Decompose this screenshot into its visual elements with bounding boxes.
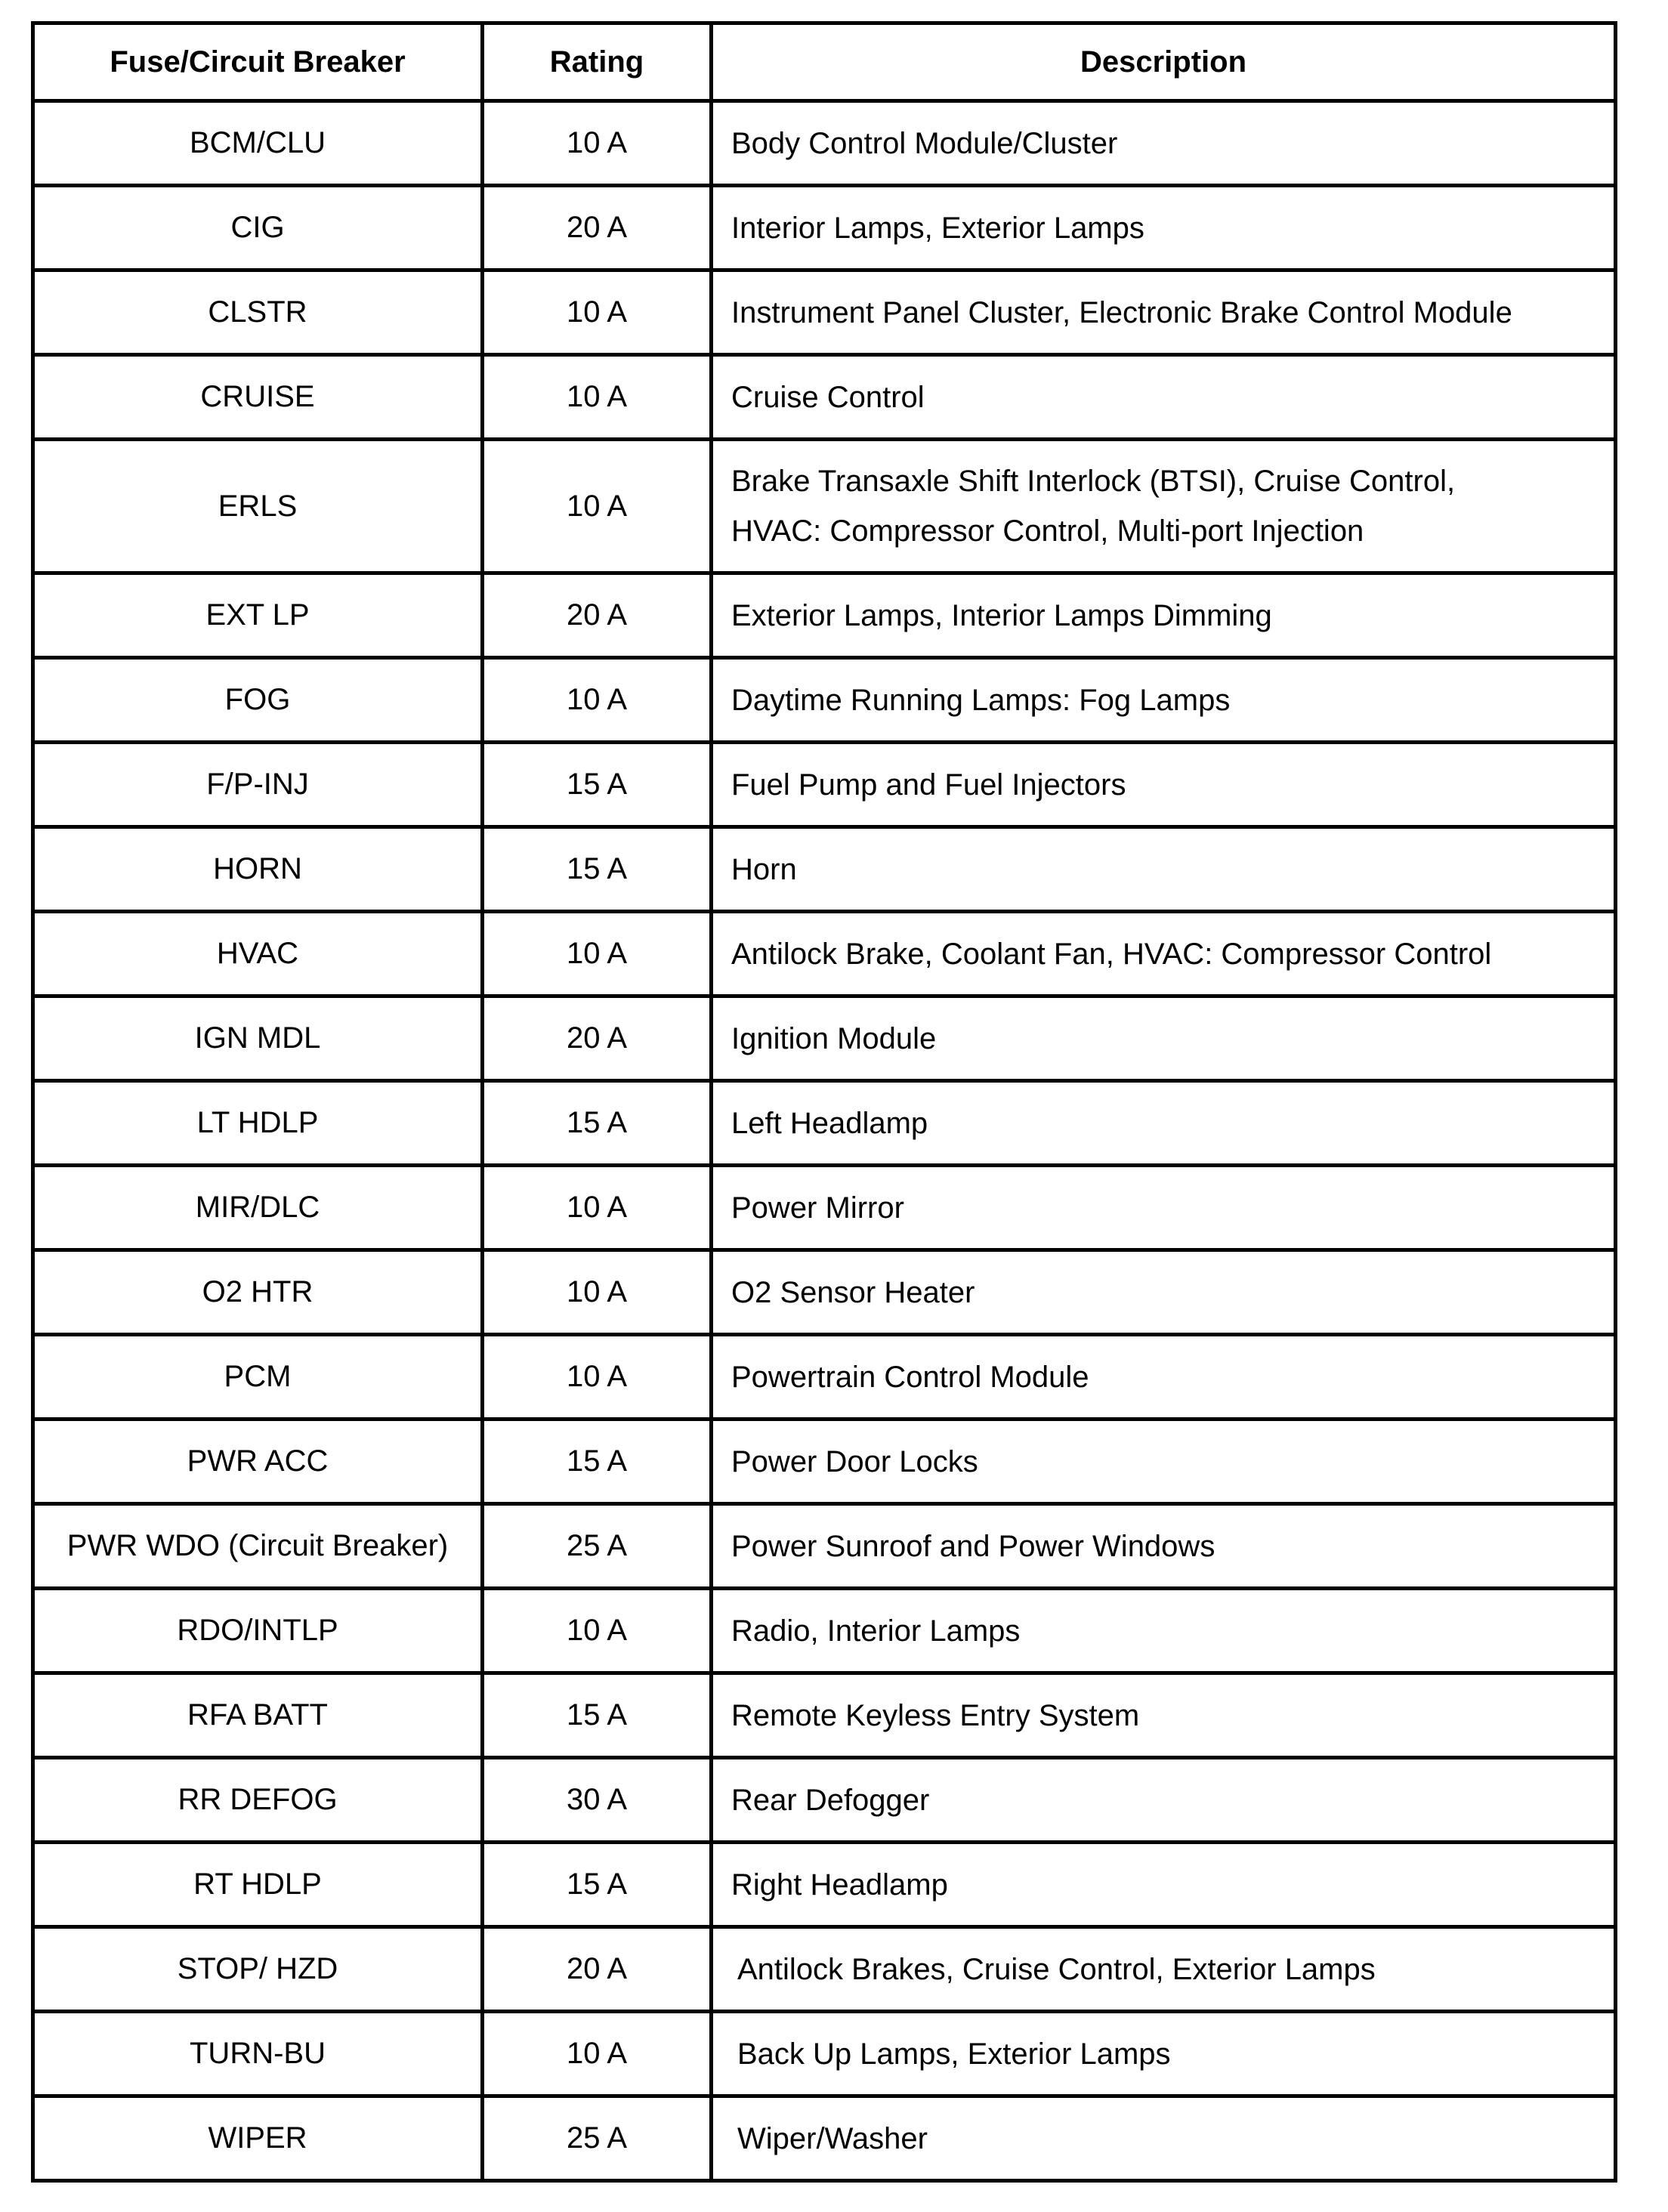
table-row bbox=[33, 912, 1616, 996]
fuse-name-cell: EXT LP bbox=[33, 573, 483, 658]
table-row bbox=[33, 827, 1616, 912]
description-cell: Radio, Interior Lamps bbox=[712, 1589, 1616, 1673]
table-row bbox=[33, 743, 1616, 827]
table-row bbox=[33, 1758, 1616, 1843]
fuse-name-cell: FOG bbox=[33, 658, 483, 743]
fuse-name-cell: MIR/DLC bbox=[33, 1166, 483, 1250]
table-row bbox=[33, 270, 1616, 355]
fuse-name-cell: HVAC bbox=[33, 912, 483, 996]
description-cell: O2 Sensor Heater bbox=[712, 1250, 1616, 1335]
rating-cell: 15 A bbox=[483, 1420, 712, 1504]
rating-cell: 10 A bbox=[483, 355, 712, 440]
table-body bbox=[33, 101, 1616, 2181]
description-line: Brake Transaxle Shift Interlock (BTSI), Cruise Control, bbox=[731, 465, 1456, 498]
description-cell: Right Headlamp bbox=[712, 1843, 1616, 1927]
rating-cell: 25 A bbox=[483, 2096, 712, 2181]
table-row bbox=[33, 573, 1616, 658]
rating-cell: 20 A bbox=[483, 186, 712, 270]
description-cell: Wiper/Washer bbox=[712, 2096, 1616, 2181]
rating-cell: 15 A bbox=[483, 1673, 712, 1758]
fuse-name-cell: TURN-BU bbox=[33, 2012, 483, 2096]
table-row bbox=[33, 1335, 1616, 1420]
rating-cell: 20 A bbox=[483, 573, 712, 658]
table-row bbox=[33, 101, 1616, 186]
rating-cell: 10 A bbox=[483, 1335, 712, 1420]
fuse-name-cell: HORN bbox=[33, 827, 483, 912]
rating-cell: 10 A bbox=[483, 101, 712, 186]
rating-cell: 15 A bbox=[483, 827, 712, 912]
fuse-name-cell: CRUISE bbox=[33, 355, 483, 440]
description-cell: Power Sunroof and Power Windows bbox=[712, 1504, 1616, 1589]
fuse-name-cell: ERLS bbox=[33, 440, 483, 573]
rating-cell: 15 A bbox=[483, 1843, 712, 1927]
fuse-name-cell: IGN MDL bbox=[33, 996, 483, 1081]
description-line: HVAC: Compressor Control, Multi-port Injection bbox=[731, 514, 1364, 548]
rating-cell: 10 A bbox=[483, 440, 712, 573]
rating-cell: 10 A bbox=[483, 658, 712, 743]
fuse-name-cell: RFA BATT bbox=[33, 1673, 483, 1758]
table-row bbox=[33, 1504, 1616, 1589]
table-row bbox=[33, 1673, 1616, 1758]
fuse-name-cell: CLSTR bbox=[33, 270, 483, 355]
fuse-name-cell: RT HDLP bbox=[33, 1843, 483, 1927]
description-cell: Cruise Control bbox=[712, 355, 1616, 440]
fuse-name-cell: CIG bbox=[33, 186, 483, 270]
table-row bbox=[33, 2096, 1616, 2181]
rating-cell: 15 A bbox=[483, 1081, 712, 1166]
fuse-name-cell: LT HDLP bbox=[33, 1081, 483, 1166]
fuse-name-cell: STOP/ HZD bbox=[33, 1927, 483, 2012]
fuse-name-cell: PWR ACC bbox=[33, 1420, 483, 1504]
table-row bbox=[33, 1843, 1616, 1927]
description-cell: Power Door Locks bbox=[712, 1420, 1616, 1504]
description-cell: Body Control Module/Cluster bbox=[712, 101, 1616, 186]
description-cell: Left Headlamp bbox=[712, 1081, 1616, 1166]
description-cell: Horn bbox=[712, 827, 1616, 912]
description-cell: Exterior Lamps, Interior Lamps Dimming bbox=[712, 573, 1616, 658]
rating-cell: 20 A bbox=[483, 1927, 712, 2012]
rating-cell: 15 A bbox=[483, 743, 712, 827]
rating-cell: 10 A bbox=[483, 270, 712, 355]
description-cell: Antilock Brakes, Cruise Control, Exterior Lamps bbox=[712, 1927, 1616, 2012]
rating-cell: 20 A bbox=[483, 996, 712, 1081]
description-cell: Power Mirror bbox=[712, 1166, 1616, 1250]
fuse-name-cell: RDO/INTLP bbox=[33, 1589, 483, 1673]
header-fuse: Fuse/Circuit Breaker bbox=[33, 23, 483, 101]
fuse-name-cell: WIPER bbox=[33, 2096, 483, 2181]
table-row bbox=[33, 355, 1616, 440]
description-cell: Rear Defogger bbox=[712, 1758, 1616, 1843]
fuse-name-cell: PCM bbox=[33, 1335, 483, 1420]
fuse-name-cell: F/P-INJ bbox=[33, 743, 483, 827]
table-row bbox=[33, 186, 1616, 270]
rating-cell: 10 A bbox=[483, 1250, 712, 1335]
header-description: Description bbox=[712, 23, 1616, 101]
fuse-table bbox=[31, 21, 1617, 2183]
description-cell: Remote Keyless Entry System bbox=[712, 1673, 1616, 1758]
rating-cell: 10 A bbox=[483, 2012, 712, 2096]
header-rating: Rating bbox=[483, 23, 712, 101]
table-row bbox=[33, 1081, 1616, 1166]
table-row bbox=[33, 658, 1616, 743]
description-cell: Back Up Lamps, Exterior Lamps bbox=[712, 2012, 1616, 2096]
header-row bbox=[33, 23, 1616, 101]
fuse-name-cell: BCM/CLU bbox=[33, 101, 483, 186]
fuse-name-cell: O2 HTR bbox=[33, 1250, 483, 1335]
rating-cell: 10 A bbox=[483, 1166, 712, 1250]
description-cell: Ignition Module bbox=[712, 996, 1616, 1081]
description-cell bbox=[712, 440, 1616, 573]
description-cell: Antilock Brake, Coolant Fan, HVAC: Compressor Control bbox=[712, 912, 1616, 996]
table-row bbox=[33, 996, 1616, 1081]
rating-cell: 30 A bbox=[483, 1758, 712, 1843]
table-row bbox=[33, 1250, 1616, 1335]
table-row bbox=[33, 1420, 1616, 1504]
description-cell: Instrument Panel Cluster, Electronic Brake Control Module bbox=[712, 270, 1616, 355]
rating-cell: 10 A bbox=[483, 1589, 712, 1673]
description-cell: Interior Lamps, Exterior Lamps bbox=[712, 186, 1616, 270]
table-row bbox=[33, 1589, 1616, 1673]
table-row bbox=[33, 2012, 1616, 2096]
rating-cell: 25 A bbox=[483, 1504, 712, 1589]
fuse-name-cell: PWR WDO (Circuit Breaker) bbox=[33, 1504, 483, 1589]
table-row bbox=[33, 440, 1616, 573]
description-cell: Powertrain Control Module bbox=[712, 1335, 1616, 1420]
rating-cell: 10 A bbox=[483, 912, 712, 996]
description-cell: Daytime Running Lamps: Fog Lamps bbox=[712, 658, 1616, 743]
description-cell: Fuel Pump and Fuel Injectors bbox=[712, 743, 1616, 827]
fuse-name-cell: RR DEFOG bbox=[33, 1758, 483, 1843]
table-row bbox=[33, 1927, 1616, 2012]
table-row bbox=[33, 1166, 1616, 1250]
